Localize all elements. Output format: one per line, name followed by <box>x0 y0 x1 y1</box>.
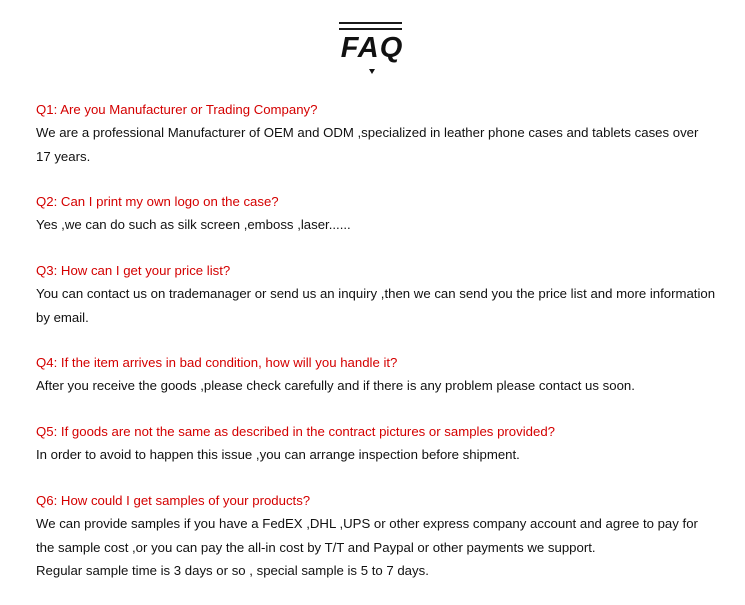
faq-answer-text: We can provide samples if you have a FedEX ,DHL ,UPS or other express company account and agree to pay for the sample cost ,or you can pay the all-in cost by T/T and Paypal or other payments we support. <box>36 516 698 555</box>
faq-item-1 <box>36 98 716 168</box>
page-title: FAQ <box>340 32 404 64</box>
triangle-down-icon <box>369 69 375 74</box>
faq-question: Q2: Can I print my own logo on the case? <box>36 194 279 209</box>
faq-question: Q3: How can I get your price list? <box>36 263 231 278</box>
faq-question: Q1: Are you Manufacturer or Trading Company? <box>36 102 318 117</box>
faq-header <box>0 0 745 90</box>
faq-answer <box>36 374 716 398</box>
faq-answer <box>36 213 716 237</box>
faq-item-3 <box>36 259 716 329</box>
title-rule-top <box>339 22 402 24</box>
faq-item-2 <box>36 190 716 237</box>
faq-answer-text: After you receive the goods ,please check carefully and if there is any problem please contact us soon. <box>36 378 635 393</box>
faq-answer-text: Regular sample time is 3 days or so , special sample is 5 to 7 days. <box>36 563 429 578</box>
faq-answer-text: We are a professional Manufacturer of OEM and ODM ,specialized in leather phone cases and tablets cases over 17 years. <box>36 125 699 164</box>
faq-answer-text: In order to avoid to happen this issue ,you can arrange inspection before shipment. <box>36 447 520 462</box>
faq-answer <box>36 282 716 329</box>
faq-answer <box>36 121 716 168</box>
faq-answer-text: You can contact us on trademanager or send us an inquiry ,then we can send you the price list and more information by email. <box>36 286 716 325</box>
faq-question: Q6: How could I get samples of your products? <box>36 493 311 508</box>
faq-answer <box>36 512 716 583</box>
faq-question: Q5: If goods are not the same as described in the contract pictures or samples provided? <box>36 424 555 439</box>
faq-answer <box>36 443 716 467</box>
faq-question: Q4: If the item arrives in bad condition, how will you handle it? <box>36 355 398 370</box>
faq-item-4 <box>36 351 716 398</box>
faq-answer-text: Yes ,we can do such as silk screen ,emboss ,laser...... <box>36 217 351 232</box>
faq-item-6 <box>36 489 716 583</box>
faq-item-5 <box>36 420 716 467</box>
